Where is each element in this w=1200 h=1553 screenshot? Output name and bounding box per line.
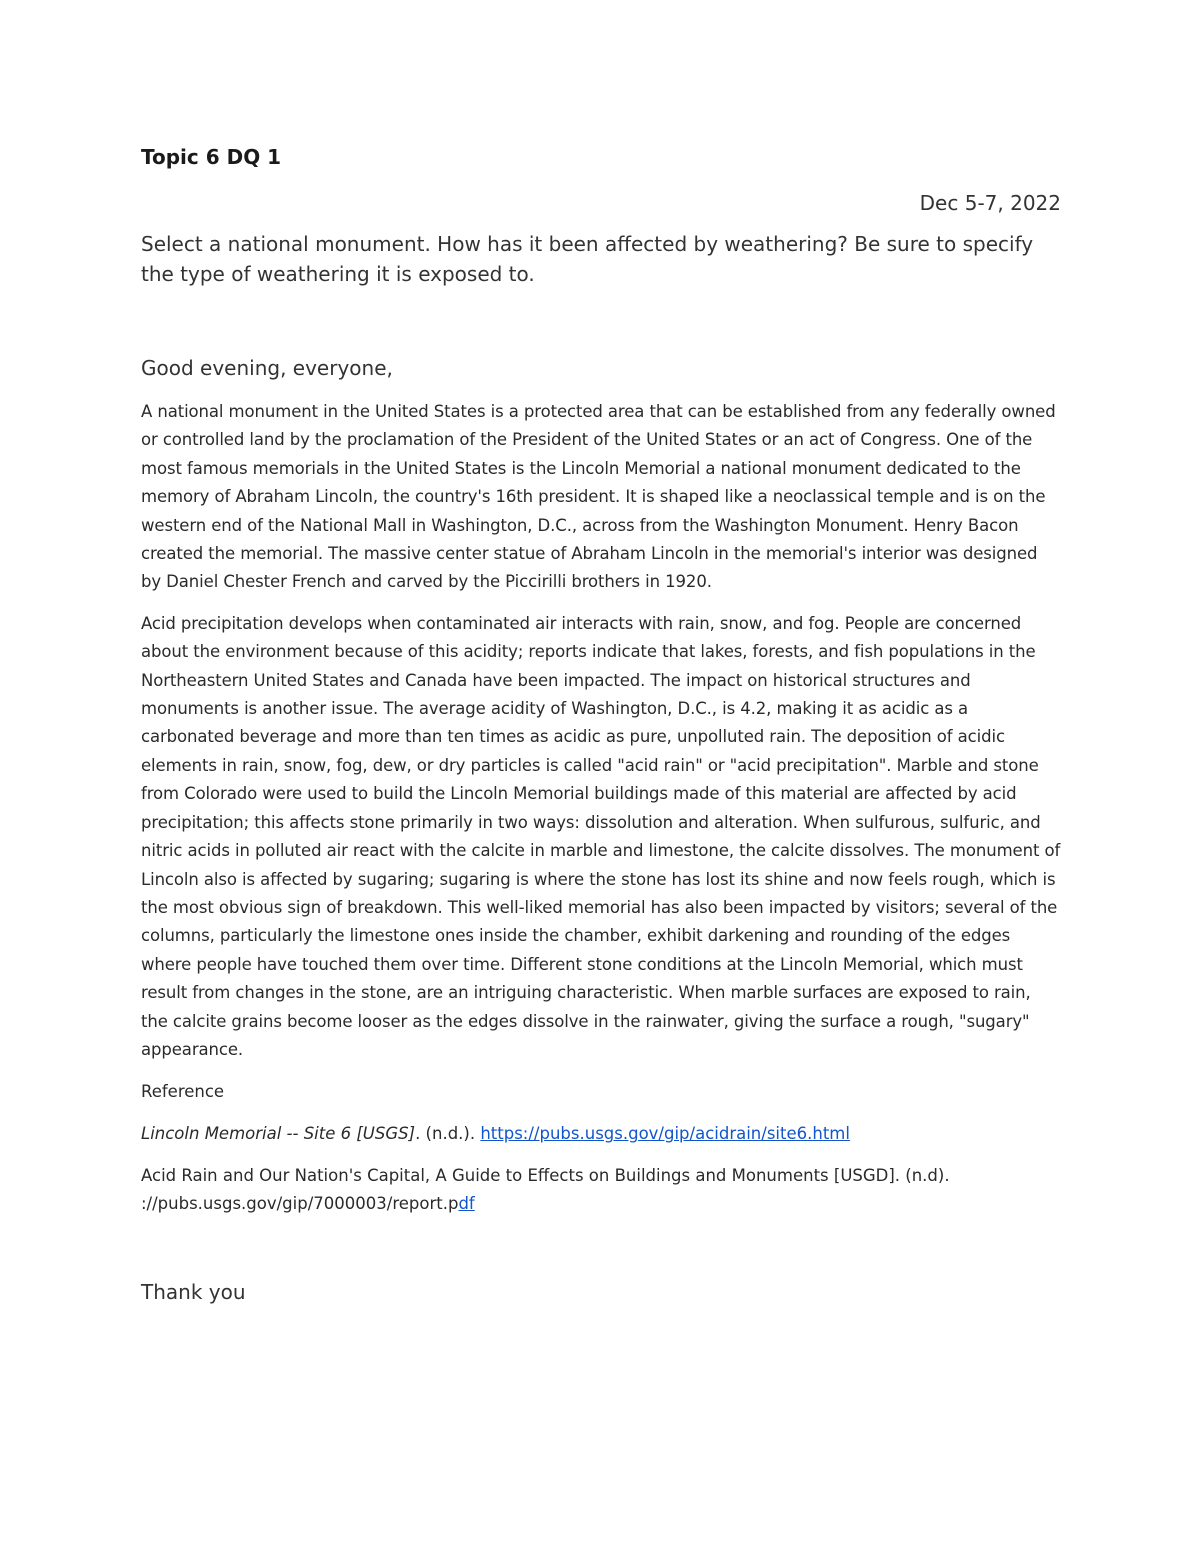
closing: Thank you — [141, 1280, 246, 1305]
reference-2-text: Acid Rain and Our Nation's Capital, A Guide to Effects on Buildings and Monuments [USGD]. (n.d). ://pubs.usgs.gov/gip/7000003/report.p — [141, 1166, 950, 1214]
reference-1-date: . (n.d.). — [415, 1124, 481, 1144]
reference-1 — [141, 1120, 1061, 1148]
reference-heading: Reference — [141, 1082, 225, 1102]
document-content — [141, 143, 1061, 1306]
reference-2 — [141, 1162, 1061, 1218]
body-paragraph-1: A national monument in the United States is a protected area that can be established from any federally owned or controlled land by the proclamation of the President of the United States or an act of Congress. One of the most famous memorials in the United States is the Lincoln Memorial a national monument dedicated to the memory of Abraham Lincoln, the country's 16th president. It is shaped like a neoclassical temple and is on the western end of the National Mall in Washington, D.C., across from the Washington Monument. Henry Bacon created the memorial. The massive center statue of Abraham Lincoln in the memorial's interior was designed by Daniel Chester French and carved by the Piccirilli brothers in 1920. — [141, 402, 1056, 592]
body-paragraph-2: Acid precipitation develops when contaminated air interacts with rain, snow, and fog. People are concerned about the environment because of this acidity; reports indicate that lakes, forests, and fish populations in the Northeastern United States and Canada have been impacted. The impact on historical structures and monuments is another issue. The average acidity of Washington, D.C., is 4.2, making it as acidic as a carbonated beverage and more than ten times as acidic as pure, unpolluted rain. The deposition of acidic elements in rain, snow, fog, dew, or dry particles is called "acid rain" or "acid precipitation". Marble and stone from Colorado were used to build the Lincoln Memorial buildings made of this material are affected by acid precipitation; this affects stone primarily in two ways: dissolution and alteration. When sulfurous, sulfuric, and nitric acids in polluted air react with the calcite in marble and limestone, the calcite dissolves. The monument of Lincoln also is affected by sugaring; sugaring is where the stone has lost its shine and now feels rough, which is the most obvious sign of breakdown. This well-liked memorial has also been impacted by visitors; several of the columns, particularly the limestone ones inside the chamber, exhibit darkening and rounding of the edges where people have touched them over time. Different stone conditions at the Lincoln Memorial, which must result from changes in the stone, are an intriguing characteristic. When marble surfaces are exposed to rain, the calcite grains become looser as the edges dissolve in the rainwater, giving the surface a rough, "sugary" appearance. — [141, 613, 1061, 1059]
reference-1-link[interactable]: https://pubs.usgs.gov/gip/acidrain/site6.html — [480, 1124, 850, 1144]
reference-1-title: Lincoln Memorial -- Site 6 [USGS] — [141, 1124, 416, 1144]
reference-2-link[interactable]: df — [458, 1194, 475, 1214]
discussion-prompt: Select a national monument. How has it been affected by weathering? Be sure to specify the type of weathering it is exposed to. — [141, 232, 1034, 286]
greeting: Good evening, everyone, — [141, 356, 393, 380]
document-title: Topic 6 DQ 1 — [141, 145, 282, 169]
document-date: Dec 5-7, 2022 — [919, 191, 1061, 215]
